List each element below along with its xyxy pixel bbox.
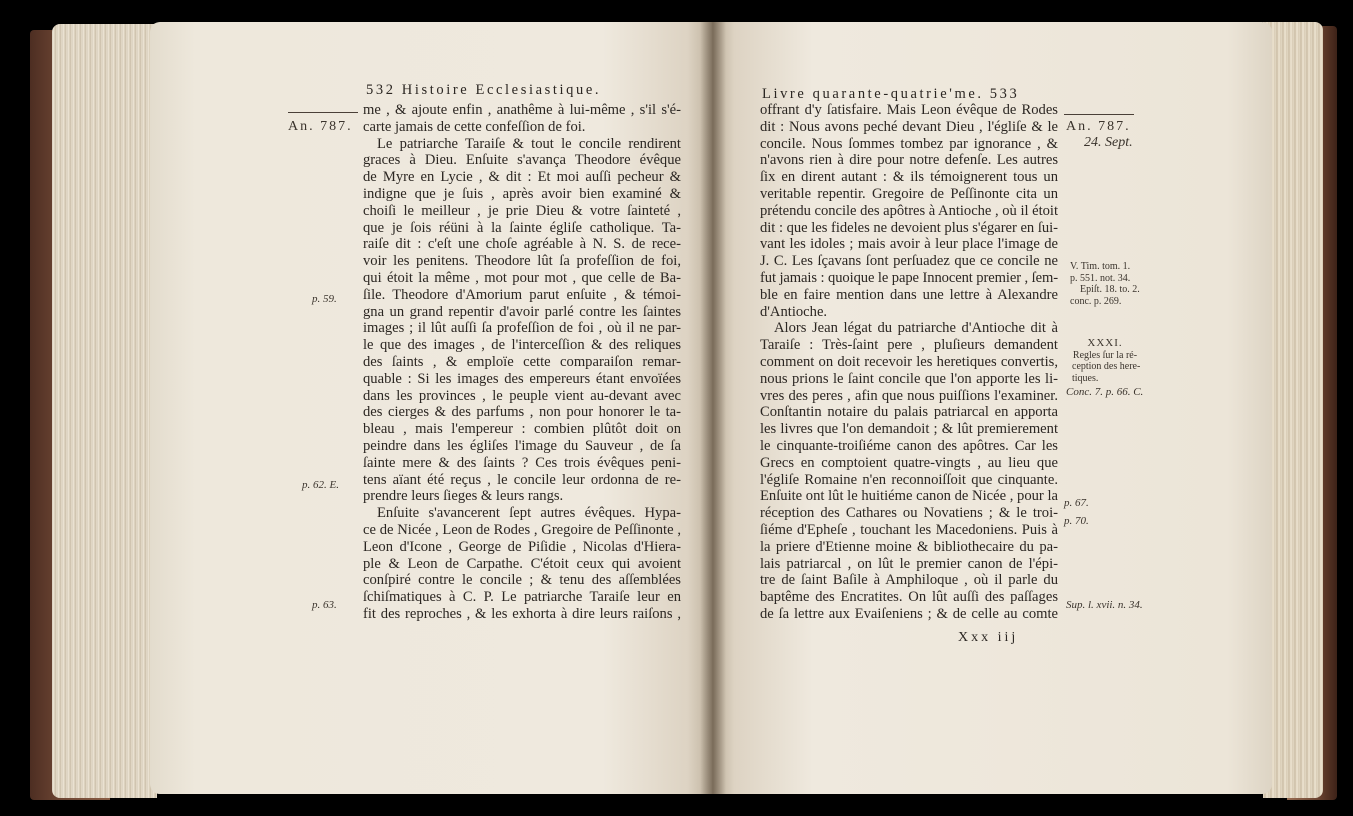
- text-line: les livres que l'on demandoit ; & lût premierement: [760, 421, 1058, 438]
- text-line: nous prions le ſaint concile que l'on apporte les li-: [760, 370, 1058, 387]
- left-page-header: 532 Histoire Ecclesiastique.: [366, 82, 602, 98]
- text-line: Grecs en comptoient quatre-vingts , au lieu que: [760, 454, 1058, 471]
- text-line: choiſi le meilleur , je prie Dieu & votre ſainteté ,: [363, 202, 681, 219]
- text-line: ſiéme d'Epheſe , touchant les Macedoniens. Puis à: [760, 521, 1058, 538]
- right-page-text: [760, 102, 1058, 623]
- right-margin-ref: V. Tim. tom. 1.: [1070, 261, 1131, 272]
- text-line: qui étoit la même , mot pour mot , que celle de Ba-: [363, 269, 681, 286]
- text-line: graces à Dieu. Enſuite s'avança Theodore évêque: [363, 152, 681, 169]
- right-margin-ref: Epiſt. 18. to. 2.: [1080, 284, 1140, 295]
- text-line: raiſe dit : c'eſt une choſe agréable à N. S. de rece-: [363, 236, 681, 253]
- signature-mark: Xxx iij: [958, 630, 1019, 645]
- text-line: prétendu concile des apôtres à Antioche , où il étoit: [760, 202, 1058, 219]
- text-line: le que des images , de l'interceſſion & des reliques: [363, 337, 681, 354]
- text-line: réception des Cathares ou Novatiens ; & le troi-: [760, 505, 1058, 522]
- text-line: le cinquante-troiſiéme canon des apôtres. Car les: [760, 437, 1058, 454]
- left-margin-rule: [288, 112, 358, 113]
- text-line: Taraiſe : Très-ſaint pere , pluſieurs demandent: [760, 337, 1058, 354]
- text-line: Enſuite ont lût le huitiéme canon de Nicée , pour la: [760, 488, 1058, 505]
- section-title-line: Regles ſur la ré-: [1072, 349, 1138, 361]
- text-line: indigne que je ſuis , après avoir bien examiné &: [363, 185, 681, 202]
- text-line: conſpiré contre le concile ; & tenu des aſſemblées: [363, 572, 681, 589]
- text-line: dit : Nous avons peché devant Dieu , l'égliſe & le: [760, 118, 1058, 135]
- left-margin-ref: p. 63.: [312, 599, 337, 611]
- text-line: ce de Nicée , Leon de Rodes , Gregoire de Peſſinonte ,: [363, 521, 681, 538]
- text-line: vres des peres , afin que nous puiſſions l'examiner.: [760, 387, 1058, 404]
- left-margin-ref: p. 62. E.: [302, 479, 339, 491]
- book-gutter: [700, 22, 726, 794]
- text-line: gna un grand repentir d'avoir parlé contre les ſaintes: [363, 303, 681, 320]
- text-line: Alors Jean légat du patriarche d'Antioche dit à: [774, 320, 1058, 337]
- text-line: carte jamais de cette confeſſion de foi.: [363, 118, 586, 135]
- text-line: l'égliſe Romaine n'en reconnoiſſoit que cinquante.: [760, 471, 1058, 488]
- text-line: ple & Leon de Carpathe. C'étoit ceux qui avoient: [363, 555, 681, 572]
- text-line: ſix en dirent autant : & ils témoignerent tous un: [760, 169, 1058, 186]
- text-line: prendre leurs ſieges & leurs rangs.: [363, 488, 564, 505]
- right-margin-date: 24. Sept.: [1084, 135, 1133, 150]
- text-line: dit : que les fideles ne devoient plus s'égarer en ſui-: [760, 219, 1058, 236]
- text-line: quable : Si les images des empereurs étant envoïées: [363, 370, 681, 387]
- text-line: d'Antioche.: [760, 303, 828, 320]
- text-line: Enſuite s'avancerent ſept autres évêques. Hypa-: [377, 505, 681, 522]
- text-line: n'avons rien à dire pour notre defenſe. Les autres: [760, 152, 1058, 169]
- right-margin-ref: conc. p. 269.: [1070, 295, 1122, 307]
- text-line: ſchiſmatiques à C. P. Le patriarche Taraiſe leur en: [363, 589, 681, 606]
- text-line: peindre dans les égliſes l'image du Sauveur , de ſa: [363, 437, 681, 454]
- right-margin-ref: p. 551. not. 34.: [1070, 272, 1131, 284]
- text-line: ſainte mere & des ſaints ? Ces trois évêques peni-: [363, 454, 681, 471]
- text-line: bleau , mais l'empereur : combien plûtôt doit on: [363, 421, 681, 438]
- left-page-text: [363, 102, 681, 623]
- text-line: J. C. Les ſçavans ſont perſuadez que ce concile ne: [760, 253, 1058, 270]
- right-page-header: Livre quarante-quatrie'me. 533: [762, 86, 1020, 102]
- text-line: me , & ajoute enfin , anathême à lui-même , s'il s'é-: [363, 102, 681, 118]
- text-line: ſile. Theodore d'Amorium parut enſuite , & témoi-: [363, 286, 681, 303]
- right-margin-rule: [1064, 114, 1134, 115]
- text-line: la priere d'Etienne moine & bibliothecaire du pa-: [760, 538, 1058, 555]
- text-line: des ſaints , & emploïe cette comparaiſon remar-: [363, 353, 681, 370]
- text-line: que je ſois réüni à la ſainte égliſe catholique. Ta-: [363, 219, 681, 236]
- text-line: des cierges & des parfums , non pour honorer le ta-: [363, 404, 681, 421]
- text-line: offrant d'y ſatisfaire. Mais Leon évêque de Rodes: [760, 102, 1058, 118]
- text-line: voir les penitens. Theodore lût ſa profeſſion de foi,: [363, 253, 681, 270]
- section-title-line: tiques.: [1072, 372, 1099, 384]
- section-number: XXXI.: [1087, 337, 1123, 349]
- text-line: Conſtantin notaire du palais patriarcal en apporta: [760, 404, 1058, 421]
- text-line: tre de ſaint Baſile à Amphiloque , où il parle du: [760, 572, 1058, 589]
- right-margin-ref: p. 70.: [1064, 515, 1089, 527]
- page-edges-right: [1263, 22, 1323, 798]
- text-line: comment on doit recevoir les heretiques convertis,: [760, 353, 1058, 370]
- right-margin-ref: p. 67.: [1064, 497, 1089, 509]
- text-line: de Myre en Lycie , & dit : Et moi auſſi pecheur &: [363, 169, 681, 186]
- text-line: fut jamais : quoique le pape Innocent premier , ſem-: [760, 269, 1058, 286]
- left-margin-year: An. 787.: [288, 119, 353, 134]
- text-line: baptême des Encratites. On lût auſſi des paſſages: [760, 589, 1058, 606]
- text-line: dans les provinces , le peuple vient au-devant avec: [363, 387, 681, 404]
- page-edges-left: [52, 24, 157, 798]
- text-line: concile. Nous ſommes tombez par ignorance , &: [760, 135, 1058, 152]
- text-line: vant les idoles ; mais avoir à leur place l'image de: [760, 236, 1058, 253]
- right-margin-conc: Conc. 7. p. 66. C.: [1066, 386, 1144, 398]
- text-line: lais patriarcal , on lût le premier canon de l'épi-: [760, 555, 1058, 572]
- right-margin-year: An. 787.: [1066, 119, 1131, 134]
- text-line: Le patriarche Taraiſe & tout le concile rendirent: [377, 135, 681, 152]
- section-title-line: ception des here-: [1072, 361, 1141, 372]
- text-line: de ſa lettre aux Evaiſeniens ; & de celle au comte: [760, 605, 1058, 622]
- text-line: ble en faire mention dans une lettre à Alexandre: [760, 286, 1058, 303]
- text-line: fit des reproches , & les exhorta à dire leurs raiſons ,: [363, 605, 681, 622]
- text-line: tens aïant été reçus , le concile leur ordonna de re-: [363, 471, 681, 488]
- right-margin-ref: Sup. l. xvii. n. 34.: [1066, 599, 1143, 611]
- left-margin-ref: p. 59.: [312, 293, 337, 305]
- text-line: Leon d'Icone , George de Piſidie , Nicolas d'Hiera-: [363, 538, 681, 555]
- text-line: images ; il lût auſſi ſa profeſſion de foi , où il ne par-: [363, 320, 681, 337]
- text-line: veritable repentir. Gregoire de Peſſinonte cita un: [760, 185, 1058, 202]
